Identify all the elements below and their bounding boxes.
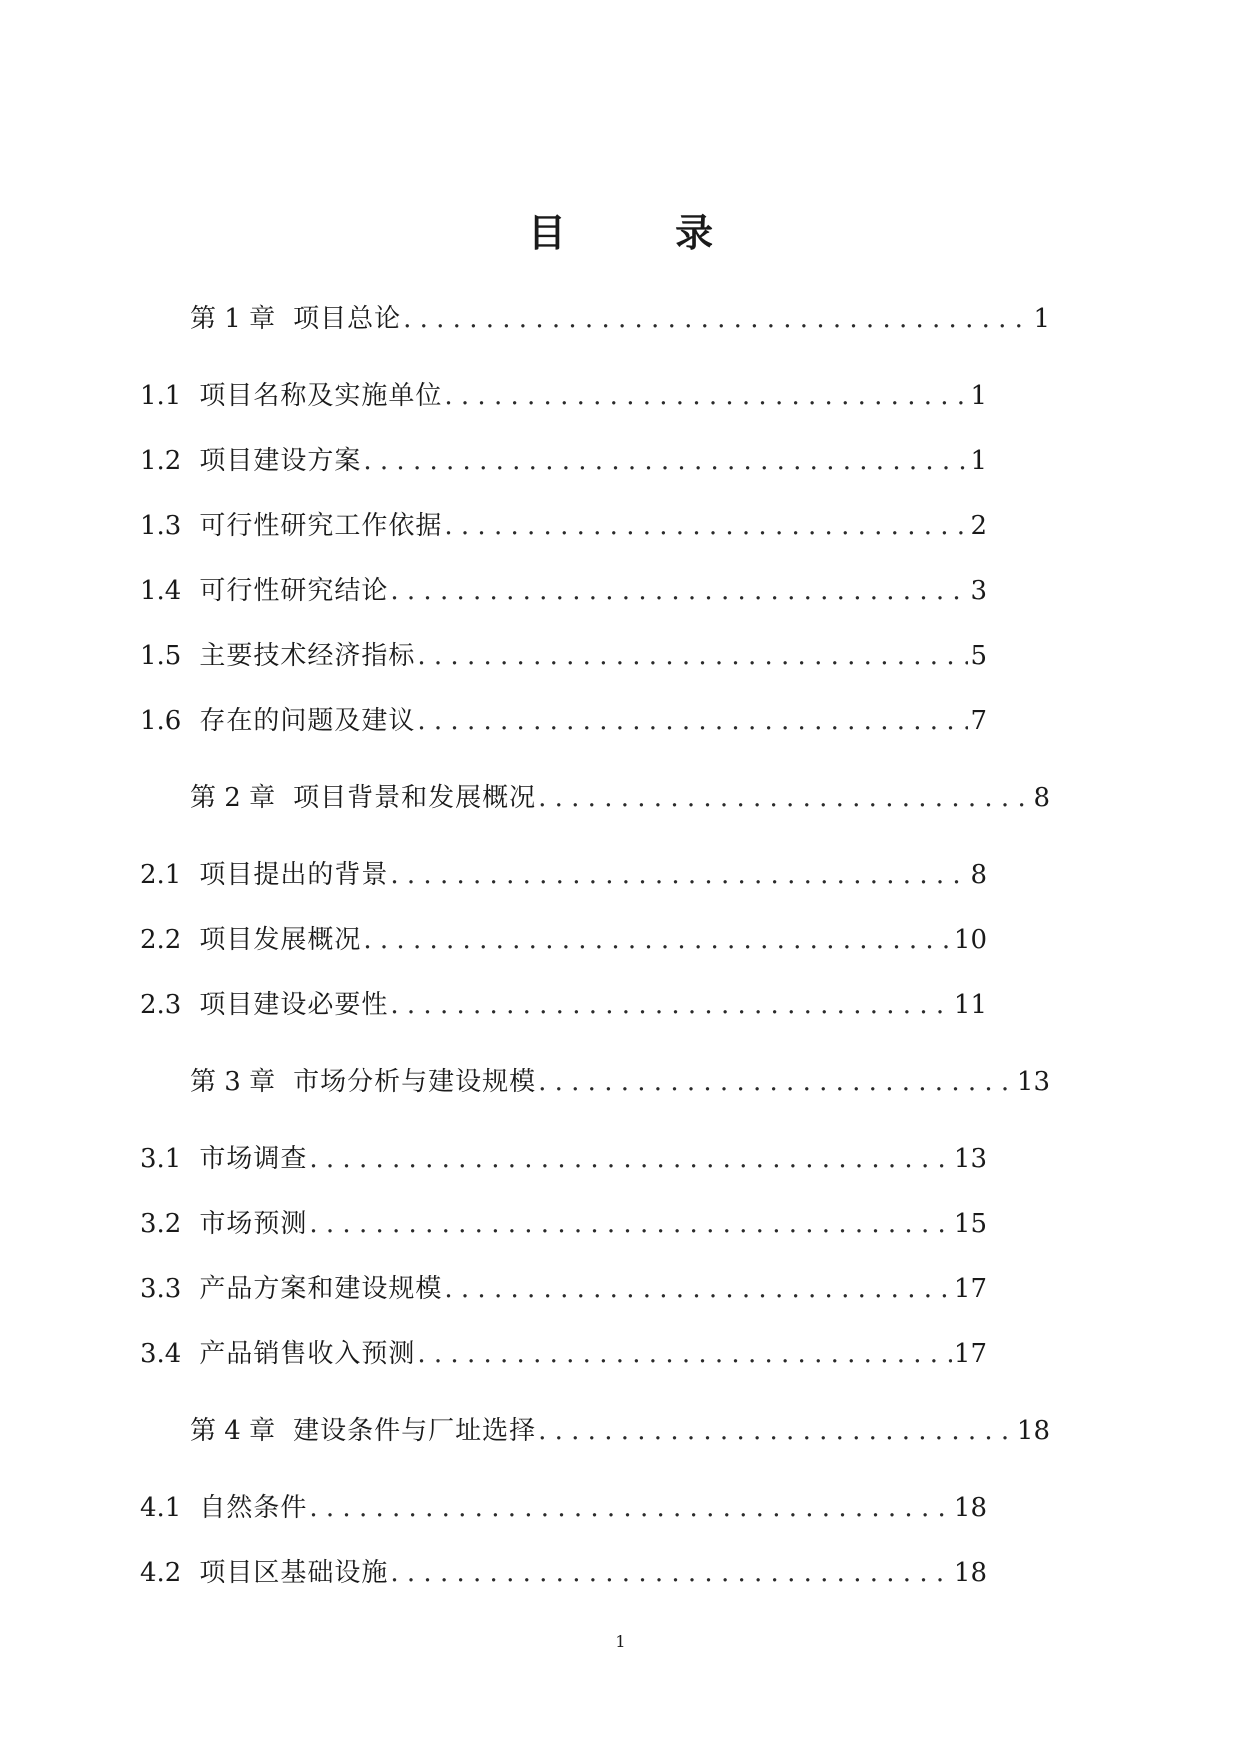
- toc-section-1-3[interactable]: [140, 508, 987, 544]
- toc-page-number: 7: [970, 706, 987, 736]
- toc-page-number: 17: [953, 1339, 987, 1369]
- toc-number: 1.3: [140, 511, 182, 541]
- toc-page-number: 1: [970, 446, 987, 476]
- toc-page-number: 1: [1033, 304, 1050, 334]
- toc-leader-dots: [401, 301, 1031, 337]
- toc-leader-dots: [307, 1490, 952, 1526]
- toc-title: 产品方案和建设规模: [199, 1274, 443, 1304]
- toc-page-number: 13: [1016, 1067, 1050, 1097]
- toc-section-3-3[interactable]: [140, 1271, 987, 1307]
- toc-page-number: 10: [953, 925, 987, 955]
- toc-title: 建设条件与厂址选择: [293, 1416, 537, 1446]
- toc-title: 项目背景和发展概况: [293, 783, 537, 813]
- toc-title: 产品销售收入预测: [199, 1339, 416, 1369]
- toc-leader-dots: [388, 857, 968, 893]
- toc-title: 存在的问题及建议: [199, 706, 416, 736]
- toc-title: 市场调查: [199, 1144, 308, 1174]
- toc-leader-dots: [388, 1555, 952, 1591]
- toc-title: 项目区基础设施: [199, 1558, 389, 1588]
- toc-section-2-2[interactable]: [140, 922, 987, 958]
- toc-leader-dots: [307, 1141, 952, 1177]
- toc-section-1-6[interactable]: [140, 703, 987, 739]
- toc-number: 3.3: [140, 1274, 182, 1304]
- toc-chapter-3[interactable]: [190, 1064, 1050, 1100]
- toc-section-1-5[interactable]: [140, 638, 987, 674]
- toc-leader-dots: [442, 1271, 952, 1307]
- toc-leader-dots: [536, 780, 1031, 816]
- toc-leader-dots: [442, 508, 968, 544]
- toc-section-3-1[interactable]: [140, 1141, 987, 1177]
- toc-leader-dots: [442, 378, 968, 414]
- toc-section-1-2[interactable]: [140, 443, 987, 479]
- toc-page-number: 8: [1033, 783, 1050, 813]
- toc-section-3-4[interactable]: [140, 1336, 987, 1372]
- toc-section-1-4[interactable]: [140, 573, 987, 609]
- toc-number: 1.5: [140, 641, 182, 671]
- toc-number: 第 3 章: [190, 1067, 276, 1097]
- page-number-footer: 1: [615, 1632, 626, 1651]
- toc-chapter-2[interactable]: [190, 780, 1050, 816]
- toc-page-number: 11: [953, 990, 987, 1020]
- toc-section-4-2[interactable]: [140, 1555, 987, 1591]
- toc-page-number: 2: [970, 511, 987, 541]
- toc-section-2-3[interactable]: [140, 987, 987, 1023]
- toc-page-number: 18: [953, 1493, 987, 1523]
- page-title: 目 录: [527, 211, 762, 255]
- toc-title: 自然条件: [199, 1493, 308, 1523]
- toc-number: 1.6: [140, 706, 182, 736]
- toc-number: 2.1: [140, 860, 182, 890]
- toc-chapter-1[interactable]: [190, 301, 1050, 337]
- toc-title: 项目名称及实施单位: [199, 381, 443, 411]
- toc-leader-dots: [361, 443, 968, 479]
- toc-page-number: 17: [953, 1274, 987, 1304]
- toc-title: 项目提出的背景: [199, 860, 389, 890]
- toc-page-number: 15: [953, 1209, 987, 1239]
- toc-number: 2.3: [140, 990, 182, 1020]
- toc-number: 3.2: [140, 1209, 182, 1239]
- toc-section-2-1[interactable]: [140, 857, 987, 893]
- toc-page-number: 13: [953, 1144, 987, 1174]
- toc-page-number: 18: [953, 1558, 987, 1588]
- toc-page-number: 8: [970, 860, 987, 890]
- toc-page-number: 3: [970, 576, 987, 606]
- toc-title: 项目建设必要性: [199, 990, 389, 1020]
- toc-section-1-1[interactable]: [140, 378, 987, 414]
- toc-number: 第 4 章: [190, 1416, 276, 1446]
- toc-number: 1.4: [140, 576, 182, 606]
- toc-page-number: 1: [970, 381, 987, 411]
- toc-leader-dots: [415, 1336, 952, 1372]
- toc-chapter-4[interactable]: [190, 1413, 1050, 1449]
- toc-number: 4.1: [140, 1493, 182, 1523]
- toc-title: 市场预测: [199, 1209, 308, 1239]
- toc-leader-dots: [415, 638, 968, 674]
- toc-title: 主要技术经济指标: [199, 641, 416, 671]
- toc-number: 第 1 章: [190, 304, 276, 334]
- toc-leader-dots: [536, 1413, 1015, 1449]
- toc-page-number: 18: [1016, 1416, 1050, 1446]
- toc-number: 3.1: [140, 1144, 182, 1174]
- toc-number: 1.2: [140, 446, 182, 476]
- toc-title: 可行性研究工作依据: [199, 511, 443, 541]
- toc-number: 3.4: [140, 1339, 182, 1369]
- toc-title: 项目总论: [293, 304, 402, 334]
- toc-number: 1.1: [140, 381, 182, 411]
- toc-leader-dots: [415, 703, 968, 739]
- toc-number: 2.2: [140, 925, 182, 955]
- toc-leader-dots: [307, 1206, 952, 1242]
- toc-leader-dots: [388, 573, 968, 609]
- toc-section-4-1[interactable]: [140, 1490, 987, 1526]
- toc-title: 项目建设方案: [199, 446, 362, 476]
- toc-leader-dots: [361, 922, 952, 958]
- toc-section-3-2[interactable]: [140, 1206, 987, 1242]
- toc-title: 市场分析与建设规模: [293, 1067, 537, 1097]
- toc-leader-dots: [388, 987, 952, 1023]
- toc-title: 项目发展概况: [199, 925, 362, 955]
- toc-title: 可行性研究结论: [199, 576, 389, 606]
- toc-page-number: 5: [970, 641, 987, 671]
- toc-leader-dots: [536, 1064, 1015, 1100]
- toc-number: 第 2 章: [190, 783, 276, 813]
- toc-number: 4.2: [140, 1558, 182, 1588]
